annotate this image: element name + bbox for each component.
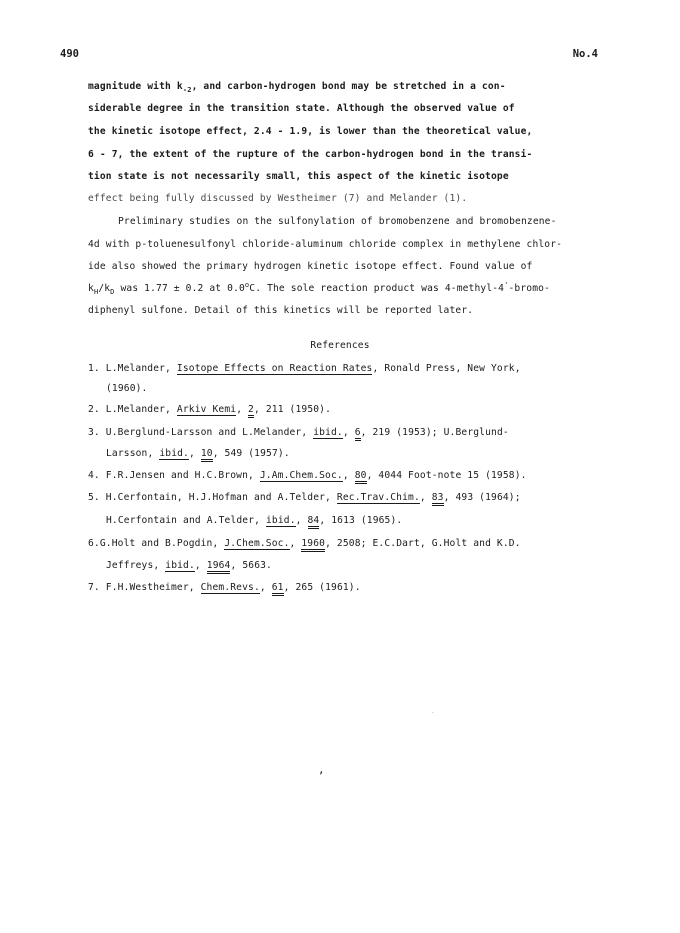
reference-1: 1. L.Melander, Isotope Effects on Reaction Rates, Ronald Press, New York, bbox=[88, 363, 521, 374]
para1-line2: siderable degree in the transition state. Although the observed value of bbox=[88, 103, 515, 114]
para1-line4: 6 - 7, the extent of the rupture of the carbon-hydrogen bond in the transi- bbox=[88, 149, 533, 160]
para1-line3: the kinetic isotope effect, 2.4 - 1.9, is lower than the theoretical value, bbox=[88, 126, 533, 137]
reference-3-cont: Larsson, ibid., 10, 549 (1957). bbox=[106, 448, 290, 459]
reference-6-cont: Jeffreys, ibid., 1964, 5663. bbox=[106, 560, 272, 571]
reference-6: 6.G.Holt and B.Pogdin, J.Chem.Soc., 1960, 2508; E.C.Dart, G.Holt and K.D. bbox=[88, 538, 521, 549]
reference-5: 5. H.Cerfontain, H.J.Hofman and A.Telder, Rec.Trav.Chim., 83, 493 (1964); bbox=[88, 492, 521, 503]
para1-line1: magnitude with $k_{-2}$, and carbon-hydrogen bond may be stretched in a con- bbox=[88, 81, 506, 94]
para2-line3: ide also showed the primary hydrogen kinetic isotope effect. Found value of bbox=[88, 261, 533, 272]
reference-1-cont: (1960). bbox=[106, 383, 148, 394]
reference-5-cont: H.Cerfontain and A.Telder, ibid., 84, 1613 (1965). bbox=[106, 515, 402, 526]
page-number: 490 bbox=[60, 48, 79, 60]
para2-line4: $k_H/k_D$ was 1.77 ± 0.2 at 0.0$^o$C. The sole reaction product was 4-methyl-4'-bromo- bbox=[88, 280, 550, 296]
ink-speck: . bbox=[431, 708, 435, 715]
para2-line5: diphenyl sulfone. Detail of this kinetics will be reported later. bbox=[88, 305, 474, 316]
reference-4: 4. F.R.Jensen and H.C.Brown, J.Am.Chem.Soc., 80, 4044 Foot-note 15 (1958). bbox=[88, 470, 527, 481]
para1-line6: effect being fully discussed by Westheimer (7) and Melander (1). bbox=[88, 193, 468, 204]
reference-3: 3. U.Berglund-Larsson and L.Melander, ibid., 6, 219 (1953); U.Berglund- bbox=[88, 427, 509, 438]
para1-line5: tion state is not necessarily small, this aspect of the kinetic isotope bbox=[88, 171, 509, 182]
references-heading: References bbox=[310, 340, 370, 351]
para2-line2: 4d with p-toluenesulfonyl chloride-aluminum chloride complex in methylene chlor- bbox=[88, 239, 563, 250]
ink-mark: , bbox=[318, 763, 325, 776]
reference-7: 7. F.H.Westheimer, Chem.Revs., 61, 265 (1961). bbox=[88, 582, 361, 593]
para2-line1: Preliminary studies on the sulfonylation of bromobenzene and bromobenzene- bbox=[118, 216, 557, 227]
issue-number: No.4 bbox=[572, 48, 598, 60]
reference-2: 2. L.Melander, Arkiv Kemi, 2, 211 (1950). bbox=[88, 404, 331, 415]
